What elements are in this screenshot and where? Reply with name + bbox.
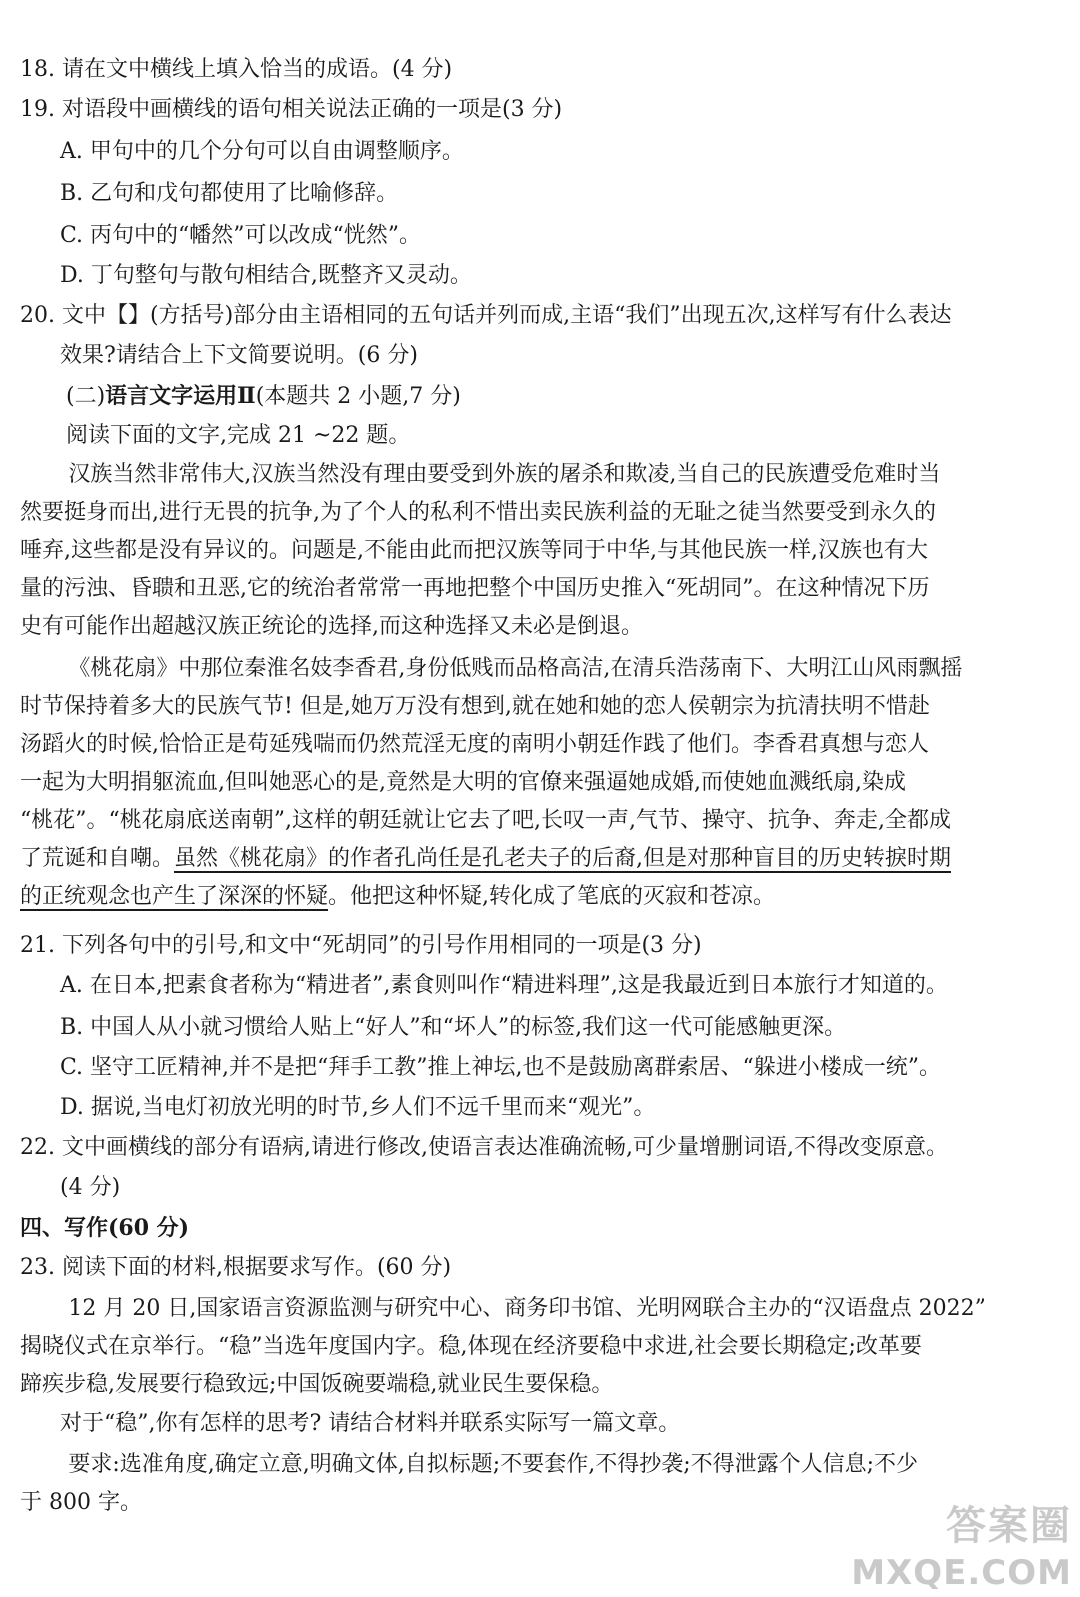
passage-paragraph-2: [20, 650, 1060, 916]
question-23-requirements: [20, 1446, 1060, 1522]
section-2-heading: [66, 378, 461, 414]
passage-p1-line: 汉族当然非常伟大,汉族当然没有理由要受到外族的屠杀和欺凌,当自己的民族遭受危难时当: [68, 462, 941, 487]
passage-p2-line: [20, 878, 1060, 916]
passage-p1-line: 史有可能作出超越汉族正统论的选择,而这种选择又未必是倒退。: [20, 614, 643, 639]
underlined-sentence-part1: 虽然《桃花扇》的作者孔尚任是孔老夫子的后裔,但是对那种盲目的历史转捩时期: [174, 846, 952, 871]
passage-p1-line: 唾弃,这些都是没有异议的。问题是,不能由此而把汉族等同于中华,与其他民族一样,汉族也有大: [20, 538, 928, 563]
requirements-line: 要求:选准角度,确定立意,明确文体,自拟标题;不要套作,不得抄袭;不得泄露个人信息;不少: [68, 1452, 919, 1477]
question-21-option-c: C. 坚守工匠精神,并不是把“拜手工教”推上神坛,也不是鼓励离群索居、“躲进小楼成一统”。: [60, 1055, 942, 1080]
question-20-line2: 效果?请结合上下文简要说明。(6 分): [60, 343, 418, 368]
passage-p2-line: [20, 840, 1060, 878]
passage-p2-line: 一起为大明捐躯流血,但叫她恶心的是,竟然是大明的官僚来强逼她成婚,而使她血溅纸扇,染成: [20, 770, 906, 795]
passage-p2-line: “桃花”。“桃花扇底送南朝”,这样的朝廷就让它去了吧,长叹一声,气节、操守、抗争、奔走,全都成: [20, 808, 951, 833]
requirements-line: 于 800 字。: [20, 1490, 142, 1515]
question-22-line1: 22. 文中画横线的部分有语病,请进行修改,使语言表达准确流畅,可少量增删词语,不得改变原意。: [20, 1135, 948, 1160]
question-23-stem: 23. 阅读下面的材料,根据要求写作。(60 分): [20, 1255, 452, 1280]
underlined-sentence-part2: 的正统观念也产生了深深的怀疑: [20, 884, 329, 909]
passage-p1-line: 然要挺身而出,进行无畏的抗争,为了个人的私利不惜出卖民族利益的无耻之徒当然要受到永久的: [20, 500, 936, 525]
watermark-site-text: MXQE.COM: [851, 1553, 1072, 1593]
question-21-option-d: D. 据说,当电灯初放光明的时节,乡人们不远千里而来“观光”。: [60, 1095, 656, 1120]
material-line: 揭晓仪式在京举行。“稳”当选年度国内字。稳,体现在经济要稳中求进,社会要长期稳定;改革要: [20, 1334, 922, 1359]
section-4-heading: 四、写作(60 分): [20, 1215, 190, 1241]
question-19-option-d: D. 丁句整句与散句相结合,既整齐又灵动。: [60, 263, 472, 288]
question-19-option-c: C. 丙句中的“幡然”可以改成“恍然”。: [60, 223, 422, 248]
question-23-material: [20, 1290, 1060, 1404]
question-19-option-b: B. 乙句和戊句都使用了比喻修辞。: [60, 181, 399, 206]
question-21-option-b: B. 中国人从小就习惯给人贴上“好人”和“坏人”的标签,我们这一代可能感触更深。: [60, 1015, 847, 1040]
passage-paragraph-1: [20, 456, 1060, 646]
section-2-prefix: (二): [66, 384, 106, 409]
section-2-suffix: (本题共 2 小题,7 分): [255, 384, 461, 409]
material-line: 蹄疾步稳,发展要行稳致远;中国饭碗要端稳,就业民生要保稳。: [20, 1372, 614, 1397]
question-23-prompt: 对于“稳”,你有怎样的思考? 请结合材料并联系实际写一篇文章。: [60, 1411, 681, 1436]
material-line: 12 月 20 日,国家语言资源监测与研究中心、商务印书馆、光明网联合主办的“汉语盘点 2022”: [68, 1296, 986, 1321]
passage-p2-line: 《桃花扇》中那位秦淮名妓李香君,身份低贱而品格高洁,在清兵浩荡南下、大明江山风雨飘摇: [68, 656, 963, 681]
watermark-logo-text: 答案圈: [946, 1503, 1072, 1549]
section-2-title: 语言文字运用Ⅱ: [105, 383, 256, 409]
question-22-line2: (4 分): [60, 1175, 121, 1200]
passage-p1-line: 量的污浊、昏聩和丑恶,它的统治者常常一再地把整个中国历史推入“死胡同”。在这种情况下历: [20, 576, 930, 601]
question-21-option-a: A. 在日本,把素食者称为“精进者”,素食则叫作“精进料理”,这是我最近到日本旅行才知道的。: [60, 973, 948, 998]
question-19-option-a: A. 甲句中的几个分句可以自由调整顺序。: [60, 139, 464, 164]
section-2-instruction: 阅读下面的文字,完成 21 ~22 题。: [66, 423, 411, 448]
passage-p2-line7-plain: 。他把这种怀疑,转化成了笔底的灭寂和苍凉。: [328, 884, 776, 909]
passage-p2-line6-plain: 了荒诞和自嘲。: [20, 846, 175, 871]
passage-p2-line: 时节保持着多大的民族气节! 但是,她万万没有想到,就在她和她的恋人侯朝宗为抗清扶明不惜赴: [20, 694, 930, 719]
question-19-stem: 19. 对语段中画横线的语句相关说法正确的一项是(3 分): [20, 97, 563, 122]
question-21-stem: 21. 下列各句中的引号,和文中“死胡同”的引号作用相同的一项是(3 分): [20, 933, 702, 958]
question-18: 18. 请在文中横线上填入恰当的成语。(4 分): [20, 57, 453, 82]
question-20-line1: 20. 文中【】(方括号)部分由主语相同的五句话并列而成,主语“我们”出现五次,这样写有什么表达: [20, 303, 952, 328]
passage-p2-line: 汤蹈火的时候,恰恰正是苟延残喘而仍然荒淫无度的南明小朝廷作践了他们。李香君真想与恋人: [20, 732, 929, 757]
